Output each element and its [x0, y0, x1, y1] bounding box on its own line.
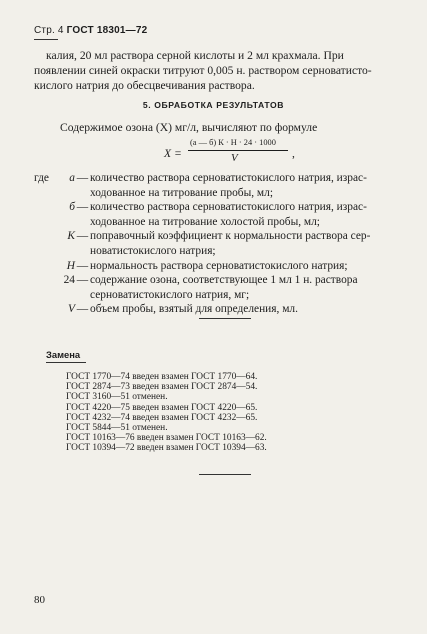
- formula: [164, 138, 314, 170]
- definition-text: [90, 229, 414, 258]
- zamena-list: [66, 372, 267, 454]
- fraction-bar: [188, 150, 288, 151]
- zamena-item: ГОСТ 5844—51 отменен.: [66, 423, 168, 434]
- definition-symbol: 24: [63, 274, 75, 287]
- page-number: 80: [34, 594, 45, 606]
- definition-text: [90, 259, 414, 274]
- intro-paragraph: [34, 48, 412, 93]
- definition-item: [34, 171, 414, 200]
- header-standard: ГОСТ 18301—72: [66, 25, 148, 36]
- definition-line: нормальность раствора серноватистокислого натрия;: [90, 259, 348, 272]
- definition-symbol: Н: [66, 259, 75, 272]
- definitions-list: [34, 171, 414, 317]
- definition-dash: —: [76, 201, 89, 214]
- definition-line: новатистокислого натрия;: [90, 244, 216, 257]
- definition-item: [34, 302, 414, 317]
- intro-line: появлении синей окраски титруют 0,005 н. раствором серноватисто-: [34, 64, 372, 77]
- definition-line: содержание озона, соответствующее 1 мл 1 н. раствора: [90, 274, 358, 287]
- zamena-item: ГОСТ 10394—72 введен взамен ГОСТ 10394—63.: [66, 443, 267, 454]
- definition-symbol: К: [67, 230, 75, 243]
- definition-item: [34, 259, 414, 274]
- zamena-item: ГОСТ 2874—73 введен взамен ГОСТ 2874—54.: [66, 382, 258, 393]
- definition-line: ходованное на титрование холостой пробы, мл;: [90, 215, 320, 228]
- definition-prefix: [34, 273, 63, 302]
- formula-trailing: ,: [292, 147, 295, 160]
- end-divider: [199, 474, 251, 475]
- section-title: 5. ОБРАБОТКА РЕЗУЛЬТАТОВ: [142, 100, 285, 110]
- definition-symbol: а: [69, 172, 75, 184]
- header-underline: [34, 39, 58, 40]
- definition-line: количество раствора серноватистокислого натрия, израс-: [90, 201, 367, 214]
- zamena-title-underline: [46, 362, 86, 363]
- formula-lhs: X =: [164, 147, 182, 160]
- section-divider: [199, 318, 251, 319]
- zamena-item: ГОСТ 3160—51 отменен.: [66, 392, 168, 403]
- definition-dash: —: [76, 274, 89, 287]
- definition-text: [90, 273, 414, 302]
- definition-item: [34, 229, 414, 258]
- formula-numerator: (а — б) К · Н · 24 · 1000: [190, 138, 276, 147]
- definition-prefix: [34, 229, 63, 258]
- definition-prefix: [34, 200, 63, 229]
- definition-dash: —: [76, 230, 89, 243]
- definition-text: [90, 200, 414, 229]
- definition-prefix: где: [34, 172, 49, 184]
- definition-prefix: [34, 259, 63, 274]
- definition-symbol: V: [68, 303, 75, 316]
- definition-item: [34, 273, 414, 302]
- formula-intro: Содержимое озона (X) мг/л, вычисляют по формуле: [60, 121, 318, 134]
- zamena-item: ГОСТ 4232—74 введен взамен ГОСТ 4232—65.: [66, 412, 258, 423]
- definition-text: [90, 171, 414, 200]
- definition-symbol: б: [69, 201, 75, 214]
- definition-line: ходованное на титрование пробы, мл;: [90, 186, 273, 199]
- definition-line: поправочный коэффициент к нормальности раствора сер-: [90, 230, 371, 243]
- page-header: [34, 25, 147, 36]
- zamena-item: ГОСТ 4220—75 введен взамен ГОСТ 4220—65.: [66, 402, 258, 413]
- formula-denominator: V: [231, 152, 238, 164]
- header-page-label: Стр. 4: [34, 25, 64, 36]
- intro-line: кислого натрия до обесцвечивания раствора.: [34, 79, 255, 92]
- definition-dash: —: [76, 259, 89, 272]
- definition-line: количество раствора серноватистокислого натрия, израс-: [90, 172, 367, 184]
- definition-prefix: [34, 302, 63, 317]
- definition-line: серноватистокислого натрия, мг;: [90, 288, 250, 301]
- definition-dash: —: [76, 303, 89, 316]
- definition-line: объем пробы, взятый для определения, мл.: [90, 303, 298, 316]
- zamena-item: ГОСТ 10163—76 введен взамен ГОСТ 10163—62.: [66, 433, 267, 444]
- zamena-item: ГОСТ 1770—74 введен взамен ГОСТ 1770—64.: [66, 372, 258, 382]
- intro-line: калия, 20 мл раствора серной кислоты и 2 мл крахмала. При: [46, 49, 344, 62]
- definition-text: [90, 302, 414, 317]
- zamena-title: Замена: [46, 349, 81, 360]
- definition-item: [34, 200, 414, 229]
- definition-dash: —: [76, 172, 89, 184]
